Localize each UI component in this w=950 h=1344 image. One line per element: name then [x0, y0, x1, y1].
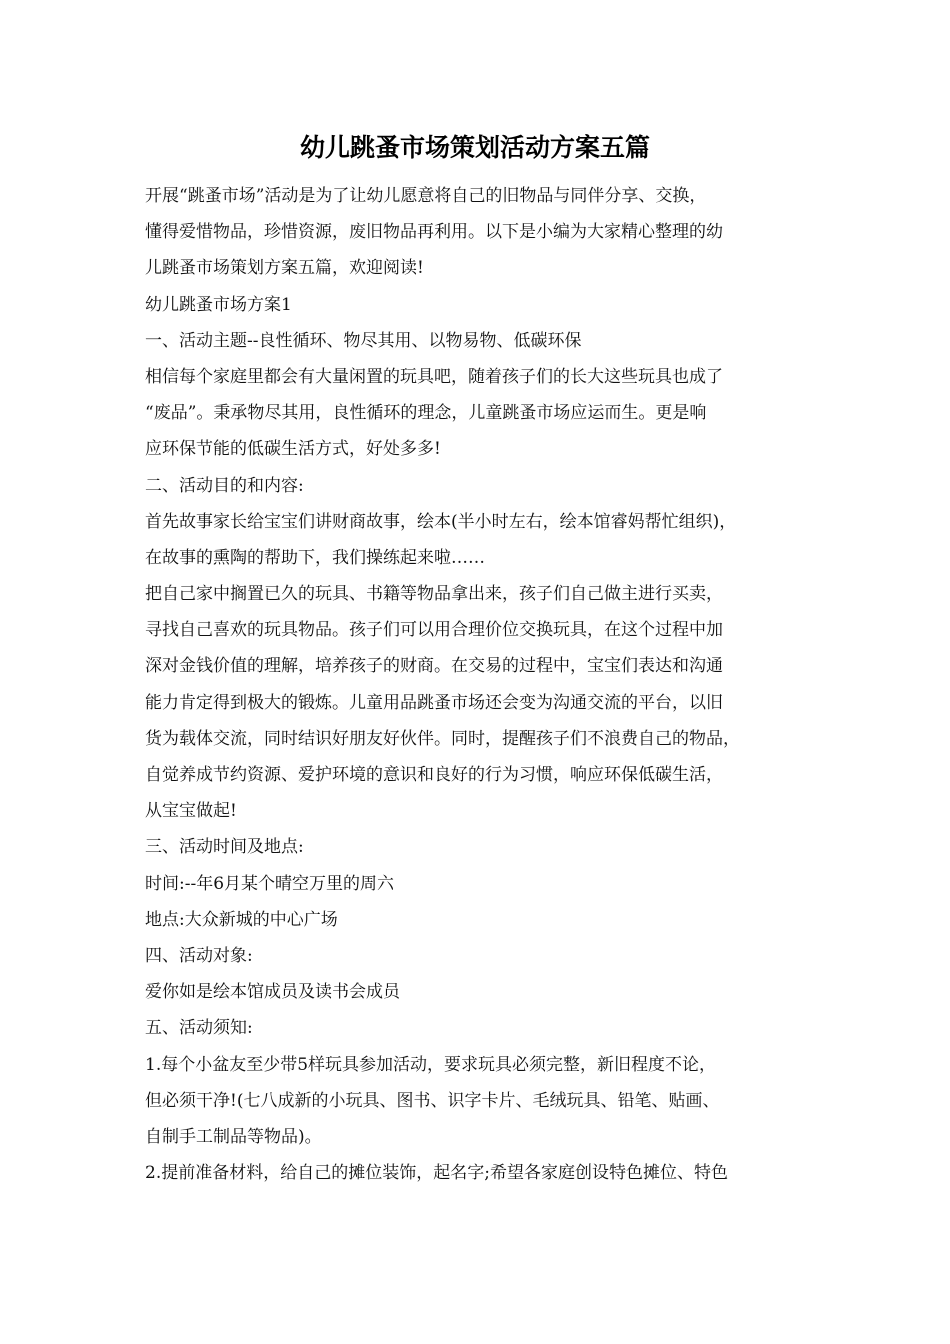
body-line: 开展“跳蚤市场”活动是为了让幼儿愿意将自己的旧物品与同伴分享、交换，	[145, 186, 707, 206]
document-body	[145, 178, 825, 1191]
body-line: 在故事的熏陶的帮助下，我们操练起来啦……	[145, 547, 485, 568]
body-line: 爱你如是绘本馆成员及读书会成员	[145, 982, 400, 1003]
body-line: 相信每个家庭里都会有大量闲置的玩具吧，随着孩子们的长大这些玩具也成了	[145, 366, 723, 387]
body-line: 1.每个小盆友至少带5样玩具参加活动，要求玩具必须完整，新旧程度不论，	[145, 1054, 717, 1075]
body-line: 首先故事家长给宝宝们讲财商故事，绘本(半小时左右，绘本馆睿妈帮忙组织)，	[145, 511, 737, 532]
body-line: 儿跳蚤市场策划方案五篇，欢迎阅读!	[145, 258, 424, 279]
body-line: 懂得爱惜物品，珍惜资源，废旧物品再利用。以下是小编为大家精心整理的幼	[145, 222, 723, 243]
body-line: 地点:大众新城的中心广场	[145, 909, 338, 930]
body-line: 货为载体交流，同时结识好朋友好伙伴。同时，提醒孩子们不浪费自己的物品，	[145, 728, 740, 749]
body-line: 应环保节能的低碳生活方式，好处多多!	[145, 439, 441, 460]
body-line: 寻找自己喜欢的玩具物品。孩子们可以用合理价位交换玩具，在这个过程中加	[145, 620, 723, 641]
section-heading: 二、活动目的和内容:	[145, 475, 304, 496]
body-line: 2.提前准备材料，给自己的摊位装饰，起名字;希望各家庭创设特色摊位、特色	[145, 1163, 728, 1184]
section-heading: 四、活动对象:	[145, 945, 253, 966]
document-title: 幼儿跳蚤市场策划活动方案五篇	[299, 133, 650, 162]
section-heading: 幼儿跳蚤市场方案1	[145, 294, 292, 315]
body-line: 能力肯定得到极大的锻炼。儿童用品跳蚤市场还会变为沟通交流的平台，以旧	[145, 692, 723, 713]
body-line: 深对金钱价值的理解，培养孩子的财商。在交易的过程中，宝宝们表达和沟通	[145, 656, 723, 677]
section-heading: 五、活动须知:	[145, 1018, 253, 1039]
body-line: 把自己家中搁置已久的玩具、书籍等物品拿出来，孩子们自己做主进行买卖，	[145, 584, 723, 605]
section-heading: 一、活动主题--良性循环、物尽其用、以物易物、低碳环保	[145, 330, 582, 351]
body-line: 自觉养成节约资源、爱护环境的意识和良好的行为习惯，响应环保低碳生活，	[145, 765, 723, 785]
body-line: 时间:--年6月某个晴空万里的周六	[145, 873, 395, 894]
body-line: 自制手工制品等物品)。	[145, 1126, 322, 1147]
body-line: “废品”。秉承物尽其用，良性循环的理念，儿童跳蚤市场应运而生。更是响	[145, 403, 707, 424]
body-line: 从宝宝做起!	[145, 801, 237, 822]
body-line: 但必须干净!(七八成新的小玩具、图书、识字卡片、毛绒玩具、铅笔、贴画、	[145, 1090, 720, 1111]
section-heading: 三、活动时间及地点:	[145, 837, 304, 858]
